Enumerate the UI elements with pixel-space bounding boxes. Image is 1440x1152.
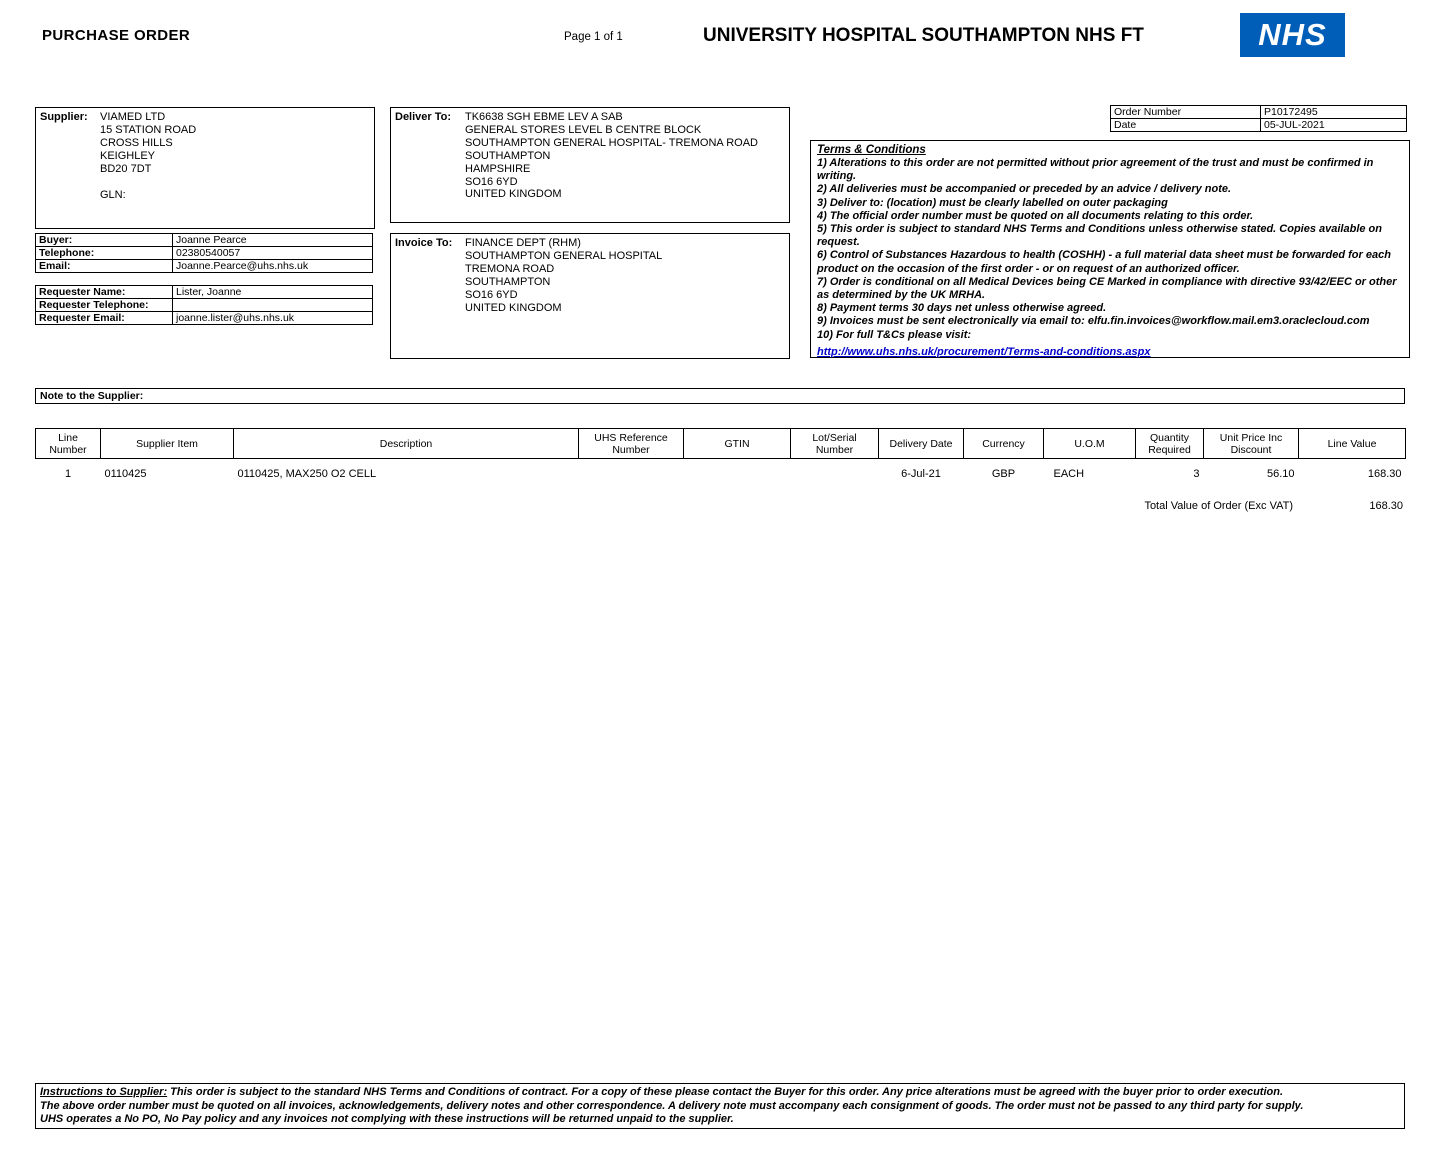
order-total-value: 168.30 (1369, 500, 1403, 512)
address-line: VIAMED LTD (100, 111, 166, 123)
terms-item: 10) For full T&Cs please visit: (817, 328, 972, 341)
terms-item: 9) Invoices must be sent electronically via email to: elfu.fin.invoices@workflow.mail.em3.oraclecloud.com (817, 315, 1370, 328)
address-line: TREMONA ROAD (465, 262, 555, 275)
buyer-row (36, 234, 373, 247)
requester-email-label: Requester Email: (36, 312, 173, 325)
items-table (35, 428, 1406, 485)
instructions-line-1 (40, 1086, 1400, 1100)
terms-item: 7) Order is conditional on all Medical Devices being CE Marked in compliance with directive 93/42/EEC or other as determined by the UK MRHA. (817, 275, 1397, 302)
buyer-email-label: Email: (36, 260, 173, 273)
requester-email-value: joanne.lister@uhs.nhs.uk (173, 312, 373, 325)
supplier-gln-label: GLN: (100, 189, 126, 201)
note-to-supplier-label: Note to the Supplier: (40, 390, 144, 402)
address-line: HAMPSHIRE (465, 162, 531, 175)
order-number-value: P10172495 (1261, 106, 1407, 119)
order-total-label: Total Value of Order (Exc VAT) (1144, 500, 1293, 512)
address-line: KEIGHLEY (100, 149, 156, 162)
address-line: 15 STATION ROAD (100, 123, 197, 136)
order-number-row (1111, 106, 1407, 119)
address-line: SO16 6YD (465, 288, 518, 301)
terms-and-conditions-box (810, 140, 1410, 358)
terms-item: 1) Alterations to this order are not permitted without prior agreement of the trust and must be confirmed in writing. (817, 157, 1374, 183)
supplier-label: Supplier: (40, 111, 88, 123)
terms-item: 3) Deliver to: (location) must be clearly labelled on outer packaging (817, 196, 1168, 209)
col-uom: U.O.M (1044, 429, 1136, 459)
page-indicator: Page 1 of 1 (564, 31, 623, 43)
buyer-email-row (36, 260, 373, 273)
order-date-label: Date (1111, 119, 1261, 132)
address-line: CROSS HILLS (100, 136, 173, 149)
buyer-table (35, 233, 373, 273)
buyer-telephone-row (36, 247, 373, 260)
address-line: SO16 6YD (465, 175, 518, 188)
cell-unit-price: 56.10 (1266, 468, 1295, 480)
requester-name-row (36, 286, 373, 299)
cell-supplier-item: 0110425 (104, 468, 147, 480)
requester-telephone-value (173, 299, 373, 312)
note-to-supplier-bar (35, 388, 1405, 404)
address-line: SOUTHAMPTON GENERAL HOSPITAL (465, 249, 663, 262)
buyer-label: Buyer: (36, 234, 173, 247)
cell-currency: GBP (991, 468, 1016, 480)
deliver-to-address (465, 111, 758, 201)
requester-telephone-label: Requester Telephone: (36, 299, 173, 312)
terms-item: 5) This order is subject to standard NHS Terms and Conditions unless otherwise stated. Copies available on request. (817, 223, 1382, 249)
terms-conditions-link[interactable]: http://www.uhs.nhs.uk/procurement/Terms-and-conditions.aspx (817, 345, 1151, 358)
terms-item: 2) All deliveries must be accompanied or preceded by an advice / delivery note. (817, 183, 1232, 196)
address-line: BD20 7DT (100, 162, 152, 175)
instructions-text-3: UHS operates a No PO, No Pay policy and any invoices not complying with these instructions will be returned unpaid to the supplier. (40, 1113, 734, 1126)
nhs-logo (1240, 13, 1345, 57)
terms-item: 4) The official order number must be quoted on all documents relating to this order. (817, 209, 1254, 222)
order-date-value: 05-JUL-2021 (1261, 119, 1407, 132)
supplier-address (100, 111, 196, 176)
address-line: GENERAL STORES LEVEL B CENTRE BLOCK (465, 123, 702, 136)
cell-lot-serial (791, 459, 879, 485)
col-line-value: Line Value (1299, 429, 1406, 459)
requester-name-label: Requester Name: (36, 286, 173, 299)
instructions-text-2: The above order number must be quoted on all invoices, acknowledgements, delivery notes and other correspondence. A delivery note must accompany each consignment of goods. The order must not be passed to any third party for supply. (40, 1099, 1304, 1112)
buyer-telephone-label: Telephone: (36, 247, 173, 260)
buyer-telephone-value: 02380540057 (173, 247, 373, 260)
col-currency: Currency (964, 429, 1044, 459)
invoice-to-box (390, 233, 790, 359)
col-quantity: Quantity Required (1136, 429, 1204, 459)
col-delivery-date: Delivery Date (879, 429, 964, 459)
requester-table (35, 285, 373, 325)
address-line: SOUTHAMPTON (465, 149, 551, 162)
terms-item: 6) Control of Substances Hazardous to health (COSHH) - a full material data sheet must be forwarded for each product on the occasion of the first order - or on request of an authorized officer. (817, 249, 1391, 275)
order-date-row (1111, 119, 1407, 132)
requester-name-value: Lister, Joanne (173, 286, 373, 299)
cell-line-value: 168.30 (1367, 468, 1402, 480)
address-line: UNITED KINGDOM (465, 188, 562, 201)
invoice-to-address (465, 237, 662, 314)
col-line-number: Line Number (36, 429, 101, 459)
nhs-logo-text: NHS (1258, 17, 1327, 52)
address-line: TK6638 SGH EBME LEV A SAB (465, 111, 623, 123)
order-number-label: Order Number (1111, 106, 1261, 119)
address-line: SOUTHAMPTON (465, 275, 551, 288)
requester-email-row (36, 312, 373, 325)
requester-telephone-row (36, 299, 373, 312)
col-lot-serial: Lot/Serial Number (791, 429, 879, 459)
deliver-to-box (390, 107, 790, 223)
organization-title: UNIVERSITY HOSPITAL SOUTHAMPTON NHS FT (703, 25, 1144, 46)
buyer-email-value: Joanne.Pearce@uhs.nhs.uk (173, 260, 373, 273)
order-total-row (35, 500, 1405, 514)
address-line: UNITED KINGDOM (465, 301, 562, 314)
instructions-to-supplier-box (35, 1083, 1405, 1129)
terms-item: 8) Payment terms 30 days net unless otherwise agreed. (817, 302, 1107, 315)
item-row (36, 459, 1406, 485)
cell-gtin (684, 459, 791, 485)
terms-title: Terms & Conditions (817, 144, 926, 156)
invoice-to-label: Invoice To: (395, 237, 453, 249)
col-gtin: GTIN (684, 429, 791, 459)
order-info-table (1110, 105, 1407, 132)
buyer-value: Joanne Pearce (173, 234, 373, 247)
instructions-text-1: This order is subject to the standard NHS Terms and Conditions of contract. For a copy of these please contact the Buyer for this order. Any price alterations must be agreed with the buyer prior to order execution. (167, 1086, 1284, 1098)
cell-delivery-date: 6-Jul-21 (901, 468, 941, 480)
col-unit-price: Unit Price Inc Discount (1204, 429, 1299, 459)
supplier-box (35, 107, 375, 229)
document-title: PURCHASE ORDER (42, 27, 191, 44)
cell-uhs-reference (579, 459, 684, 485)
cell-description: 0110425, MAX250 O2 CELL (237, 468, 377, 480)
col-uhs-reference: UHS Reference Number (579, 429, 684, 459)
cell-line-number: 1 (64, 468, 72, 480)
address-line: FINANCE DEPT (RHM) (465, 237, 581, 249)
col-description: Description (234, 429, 579, 459)
items-table-header-row (36, 429, 1406, 459)
deliver-to-label: Deliver To: (395, 111, 452, 123)
col-supplier-item: Supplier Item (101, 429, 234, 459)
instructions-label: Instructions to Supplier: (40, 1086, 168, 1098)
cell-uom: EACH (1053, 468, 1085, 480)
cell-quantity: 3 (1193, 468, 1200, 480)
address-line: SOUTHAMPTON GENERAL HOSPITAL- TREMONA ROAD (465, 136, 758, 149)
